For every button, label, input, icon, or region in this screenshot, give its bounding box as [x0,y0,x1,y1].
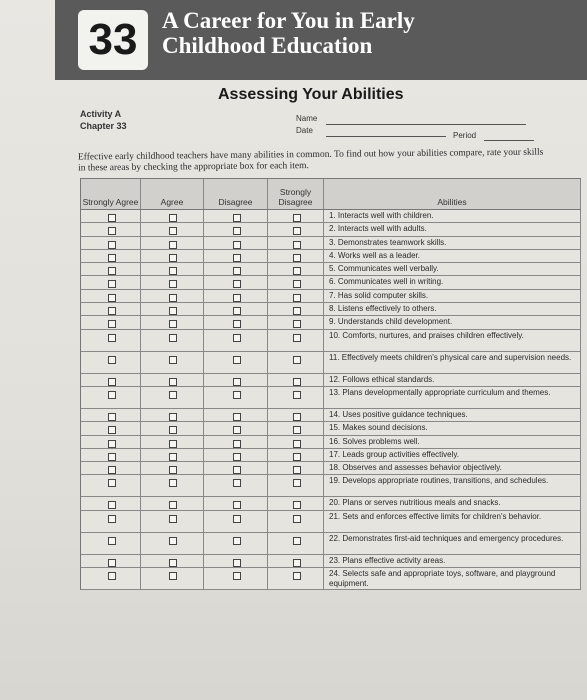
table-row [81,533,581,555]
checkbox-strongly-agree[interactable] [108,440,116,448]
rating-cell-agree [141,276,204,288]
rating-cell-agree [141,436,204,448]
checkbox-disagree[interactable] [233,227,241,235]
checkbox-agree[interactable] [169,334,177,342]
checkbox-strongly-disagree[interactable] [293,572,301,580]
rating-cell-strongly-agree [81,330,141,351]
rating-cell-disagree [204,422,268,434]
rating-cell-disagree [204,210,268,222]
rating-cell-agree [141,250,204,262]
table-row [81,497,581,510]
checkbox-agree[interactable] [169,453,177,461]
chapter-number-badge: 33 [78,10,148,70]
rating-cell-strongly-agree [81,555,141,567]
checkbox-strongly-agree[interactable] [108,280,116,288]
checkbox-strongly-disagree[interactable] [293,466,301,474]
ability-text: 23. Plans effective activity areas. [324,555,581,567]
checkbox-strongly-disagree[interactable] [293,320,301,328]
rating-cell-agree [141,374,204,386]
rating-cell-strongly-agree [81,303,141,315]
rating-cell-disagree [204,533,268,554]
rating-cell-disagree [204,303,268,315]
rating-cell-agree [141,555,204,567]
activity-label: Activity A [80,109,122,119]
checkbox-strongly-agree[interactable] [108,559,116,567]
checkbox-disagree[interactable] [233,334,241,342]
checkbox-strongly-agree[interactable] [108,501,116,509]
checkbox-agree[interactable] [169,426,177,434]
rating-cell-strongly-agree [81,449,141,461]
rating-cell-disagree [204,462,268,474]
table-row [81,237,581,250]
checkbox-disagree[interactable] [233,440,241,448]
rating-cell-agree [141,475,204,496]
table-row [81,374,581,387]
checkbox-strongly-agree[interactable] [108,426,116,434]
checkbox-disagree[interactable] [233,241,241,249]
rating-cell-disagree [204,290,268,302]
rating-cell-strongly-agree [81,210,141,222]
rating-cell-strongly-agree [81,436,141,448]
rating-cell-strongly-agree [81,263,141,275]
rating-cell-strongly-agree [81,276,141,288]
checkbox-strongly-agree[interactable] [108,214,116,222]
rating-cell-agree [141,449,204,461]
rating-cell-strongly-disagree [268,387,324,408]
rating-cell-strongly-disagree [268,511,324,532]
checkbox-agree[interactable] [169,320,177,328]
activity-title: Assessing Your Abilities [218,86,404,103]
rating-cell-agree [141,330,204,351]
ability-text: 19. Develops appropriate routines, transitions, and schedules. [324,475,581,496]
rating-cell-agree [141,263,204,275]
rating-cell-strongly-agree [81,568,141,589]
chapter-title [162,8,415,58]
checkbox-agree[interactable] [169,267,177,275]
date-field[interactable] [326,136,446,137]
checkbox-agree[interactable] [169,559,177,567]
checkbox-disagree[interactable] [233,294,241,302]
abilities-table [80,178,581,590]
ability-text: 2. Interacts well with adults. [324,223,581,235]
rating-cell-strongly-disagree [268,290,324,302]
ability-text: 13. Plans developmentally appropriate curriculum and themes. [324,387,581,408]
checkbox-strongly-disagree[interactable] [293,559,301,567]
rating-cell-agree [141,568,204,589]
rating-cell-agree [141,462,204,474]
rating-cell-agree [141,422,204,434]
checkbox-strongly-agree[interactable] [108,391,116,399]
instructions-text: Effective early childhood teachers have many abilities in common. To find out how your abilities compare, rate your skills in these areas by checking the appropriate box for each item. [77,147,544,174]
checkbox-disagree[interactable] [233,453,241,461]
rating-cell-disagree [204,316,268,328]
checkbox-strongly-agree[interactable] [108,378,116,386]
rating-cell-strongly-agree [81,374,141,386]
checkbox-strongly-disagree[interactable] [293,391,301,399]
header-disagree: Disagree [204,179,268,209]
ability-text: 9. Understands child development. [324,316,581,328]
checkbox-strongly-disagree[interactable] [293,267,301,275]
ability-text: 3. Demonstrates teamwork skills. [324,237,581,249]
checkbox-strongly-disagree[interactable] [293,307,301,315]
table-row [81,223,581,236]
checkbox-disagree[interactable] [233,214,241,222]
checkbox-agree[interactable] [169,356,177,364]
checkbox-agree[interactable] [169,440,177,448]
checkbox-strongly-agree[interactable] [108,267,116,275]
rating-cell-strongly-agree [81,462,141,474]
period-field[interactable] [484,140,534,141]
period-label: Period [453,131,477,140]
table-row [81,250,581,263]
table-row [81,352,581,374]
rating-cell-agree [141,497,204,509]
rating-cell-disagree [204,263,268,275]
rating-cell-strongly-disagree [268,449,324,461]
rating-cell-strongly-disagree [268,263,324,275]
header-strongly-disagree: Strongly Disagree [268,179,324,209]
rating-cell-strongly-disagree [268,422,324,434]
ability-text: 1. Interacts well with children. [324,210,581,222]
rating-cell-strongly-agree [81,250,141,262]
rating-cell-strongly-agree [81,316,141,328]
rating-cell-strongly-agree [81,422,141,434]
checkbox-agree[interactable] [169,254,177,262]
ability-text: 10. Comforts, nurtures, and praises children effectively. [324,330,581,351]
rating-cell-disagree [204,449,268,461]
activity-info [80,108,127,132]
checkbox-disagree[interactable] [233,559,241,567]
table-row [81,511,581,533]
rating-cell-agree [141,303,204,315]
rating-cell-disagree [204,511,268,532]
checkbox-strongly-disagree[interactable] [293,453,301,461]
ability-text: 15. Makes sound decisions. [324,422,581,434]
rating-cell-strongly-agree [81,475,141,496]
table-row [81,316,581,329]
table-row [81,449,581,462]
rating-cell-strongly-disagree [268,316,324,328]
checkbox-strongly-agree[interactable] [108,320,116,328]
rating-cell-disagree [204,568,268,589]
checkbox-strongly-agree[interactable] [108,254,116,262]
rating-cell-strongly-agree [81,409,141,421]
rating-cell-agree [141,237,204,249]
checkbox-agree[interactable] [169,307,177,315]
checkbox-agree[interactable] [169,391,177,399]
checkbox-agree[interactable] [169,214,177,222]
date-label: Date [296,126,313,135]
checkbox-disagree[interactable] [233,378,241,386]
checkbox-agree[interactable] [169,227,177,235]
checkbox-disagree[interactable] [233,466,241,474]
rating-cell-disagree [204,330,268,351]
table-row [81,303,581,316]
rating-cell-disagree [204,237,268,249]
checkbox-disagree[interactable] [233,413,241,421]
rating-cell-strongly-disagree [268,475,324,496]
rating-cell-strongly-disagree [268,568,324,589]
checkbox-strongly-disagree[interactable] [293,214,301,222]
rating-cell-strongly-disagree [268,303,324,315]
table-row [81,462,581,475]
checkbox-agree[interactable] [169,378,177,386]
table-row [81,568,581,590]
rating-cell-strongly-agree [81,511,141,532]
rating-cell-disagree [204,276,268,288]
ability-text: 6. Communicates well in writing. [324,276,581,288]
checkbox-disagree[interactable] [233,537,241,545]
ability-text: 14. Uses positive guidance techniques. [324,409,581,421]
ability-text: 11. Effectively meets children's physical care and supervision needs. [324,352,581,373]
checkbox-strongly-agree[interactable] [108,466,116,474]
checkbox-strongly-agree[interactable] [108,356,116,364]
checkbox-disagree[interactable] [233,356,241,364]
ability-text: 18. Observes and assesses behavior objectively. [324,462,581,474]
ability-text: 8. Listens effectively to others. [324,303,581,315]
checkbox-agree[interactable] [169,241,177,249]
table-row [81,422,581,435]
checkbox-agree[interactable] [169,280,177,288]
rating-cell-disagree [204,409,268,421]
table-row [81,263,581,276]
checkbox-strongly-agree[interactable] [108,334,116,342]
checkbox-strongly-disagree[interactable] [293,440,301,448]
checkbox-agree[interactable] [169,515,177,523]
ability-text: 24. Selects safe and appropriate toys, software, and playground equipment. [324,568,581,589]
checkbox-disagree[interactable] [233,479,241,487]
rating-cell-disagree [204,475,268,496]
rating-cell-agree [141,533,204,554]
ability-text: 17. Leads group activities effectively. [324,449,581,461]
rating-cell-strongly-disagree [268,250,324,262]
checkbox-disagree[interactable] [233,426,241,434]
header-abilities: Abilities [324,179,581,209]
ability-text: 7. Has solid computer skills. [324,290,581,302]
rating-cell-disagree [204,223,268,235]
checkbox-strongly-disagree[interactable] [293,515,301,523]
checkbox-disagree[interactable] [233,307,241,315]
rating-cell-strongly-disagree [268,462,324,474]
checkbox-strongly-agree[interactable] [108,515,116,523]
checkbox-disagree[interactable] [233,501,241,509]
checkbox-disagree[interactable] [233,267,241,275]
table-row [81,387,581,409]
checkbox-strongly-agree[interactable] [108,453,116,461]
checkbox-agree[interactable] [169,294,177,302]
rating-cell-strongly-disagree [268,497,324,509]
checkbox-strongly-disagree[interactable] [293,227,301,235]
checkbox-agree[interactable] [169,501,177,509]
table-row [81,290,581,303]
name-label: Name [296,114,318,123]
checkbox-strongly-disagree[interactable] [293,479,301,487]
rating-cell-agree [141,352,204,373]
table-body [81,210,581,590]
checkbox-strongly-disagree[interactable] [293,378,301,386]
rating-cell-disagree [204,555,268,567]
rating-cell-disagree [204,352,268,373]
checkbox-strongly-disagree[interactable] [293,413,301,421]
checkbox-strongly-agree[interactable] [108,479,116,487]
checkbox-strongly-disagree[interactable] [293,537,301,545]
rating-cell-agree [141,511,204,532]
rating-cell-strongly-disagree [268,374,324,386]
rating-cell-disagree [204,387,268,408]
checkbox-strongly-agree[interactable] [108,241,116,249]
checkbox-agree[interactable] [169,537,177,545]
rating-cell-strongly-agree [81,387,141,408]
ability-text: 4. Works well as a leader. [324,250,581,262]
rating-cell-agree [141,409,204,421]
rating-cell-agree [141,387,204,408]
checkbox-agree[interactable] [169,466,177,474]
rating-cell-disagree [204,374,268,386]
rating-cell-strongly-agree [81,352,141,373]
header-strongly-agree: Strongly Agree [81,179,141,209]
rating-cell-agree [141,290,204,302]
rating-cell-strongly-agree [81,237,141,249]
rating-cell-strongly-disagree [268,330,324,351]
checkbox-strongly-agree[interactable] [108,227,116,235]
ability-text: 16. Solves problems well. [324,436,581,448]
table-row [81,436,581,449]
checkbox-strongly-agree[interactable] [108,572,116,580]
ability-text: 20. Plans or serves nutritious meals and snacks. [324,497,581,509]
checkbox-disagree[interactable] [233,254,241,262]
ability-text: 12. Follows ethical standards. [324,374,581,386]
rating-cell-strongly-disagree [268,555,324,567]
ability-text: 22. Demonstrates first-aid techniques and emergency procedures. [324,533,581,554]
checkbox-disagree[interactable] [233,572,241,580]
checkbox-disagree[interactable] [233,280,241,288]
checkbox-disagree[interactable] [233,320,241,328]
table-header [81,179,581,210]
checkbox-agree[interactable] [169,413,177,421]
checkbox-disagree[interactable] [233,391,241,399]
checkbox-strongly-disagree[interactable] [293,280,301,288]
rating-cell-disagree [204,436,268,448]
chapter-label: Chapter 33 [80,121,127,131]
rating-cell-strongly-disagree [268,352,324,373]
checkbox-strongly-disagree[interactable] [293,334,301,342]
table-row [81,475,581,497]
checkbox-agree[interactable] [169,572,177,580]
rating-cell-strongly-disagree [268,237,324,249]
checkbox-agree[interactable] [169,479,177,487]
name-field[interactable] [326,124,526,125]
checkbox-strongly-disagree[interactable] [293,426,301,434]
rating-cell-strongly-agree [81,223,141,235]
table-row [81,276,581,289]
checkbox-strongly-disagree[interactable] [293,254,301,262]
rating-cell-strongly-agree [81,290,141,302]
checkbox-strongly-disagree[interactable] [293,294,301,302]
checkbox-disagree[interactable] [233,515,241,523]
checkbox-strongly-disagree[interactable] [293,241,301,249]
table-row [81,210,581,223]
rating-cell-strongly-agree [81,497,141,509]
rating-cell-strongly-disagree [268,409,324,421]
chapter-title-line1: A Career for You in Early [162,8,415,33]
rating-cell-strongly-disagree [268,223,324,235]
checkbox-strongly-agree[interactable] [108,537,116,545]
rating-cell-strongly-agree [81,533,141,554]
rating-cell-agree [141,210,204,222]
table-row [81,555,581,568]
checkbox-strongly-agree[interactable] [108,413,116,421]
chapter-title-line2: Childhood Education [162,33,373,58]
ability-text: 21. Sets and enforces effective limits for children's behavior. [324,511,581,532]
rating-cell-strongly-disagree [268,533,324,554]
rating-cell-strongly-disagree [268,436,324,448]
rating-cell-strongly-disagree [268,276,324,288]
checkbox-strongly-agree[interactable] [108,294,116,302]
header-agree: Agree [141,179,204,209]
rating-cell-strongly-disagree [268,210,324,222]
checkbox-strongly-disagree[interactable] [293,356,301,364]
rating-cell-disagree [204,497,268,509]
ability-text: 5. Communicates well verbally. [324,263,581,275]
rating-cell-agree [141,223,204,235]
checkbox-strongly-disagree[interactable] [293,501,301,509]
rating-cell-disagree [204,250,268,262]
rating-cell-agree [141,316,204,328]
checkbox-strongly-agree[interactable] [108,307,116,315]
table-row [81,409,581,422]
table-row [81,330,581,352]
